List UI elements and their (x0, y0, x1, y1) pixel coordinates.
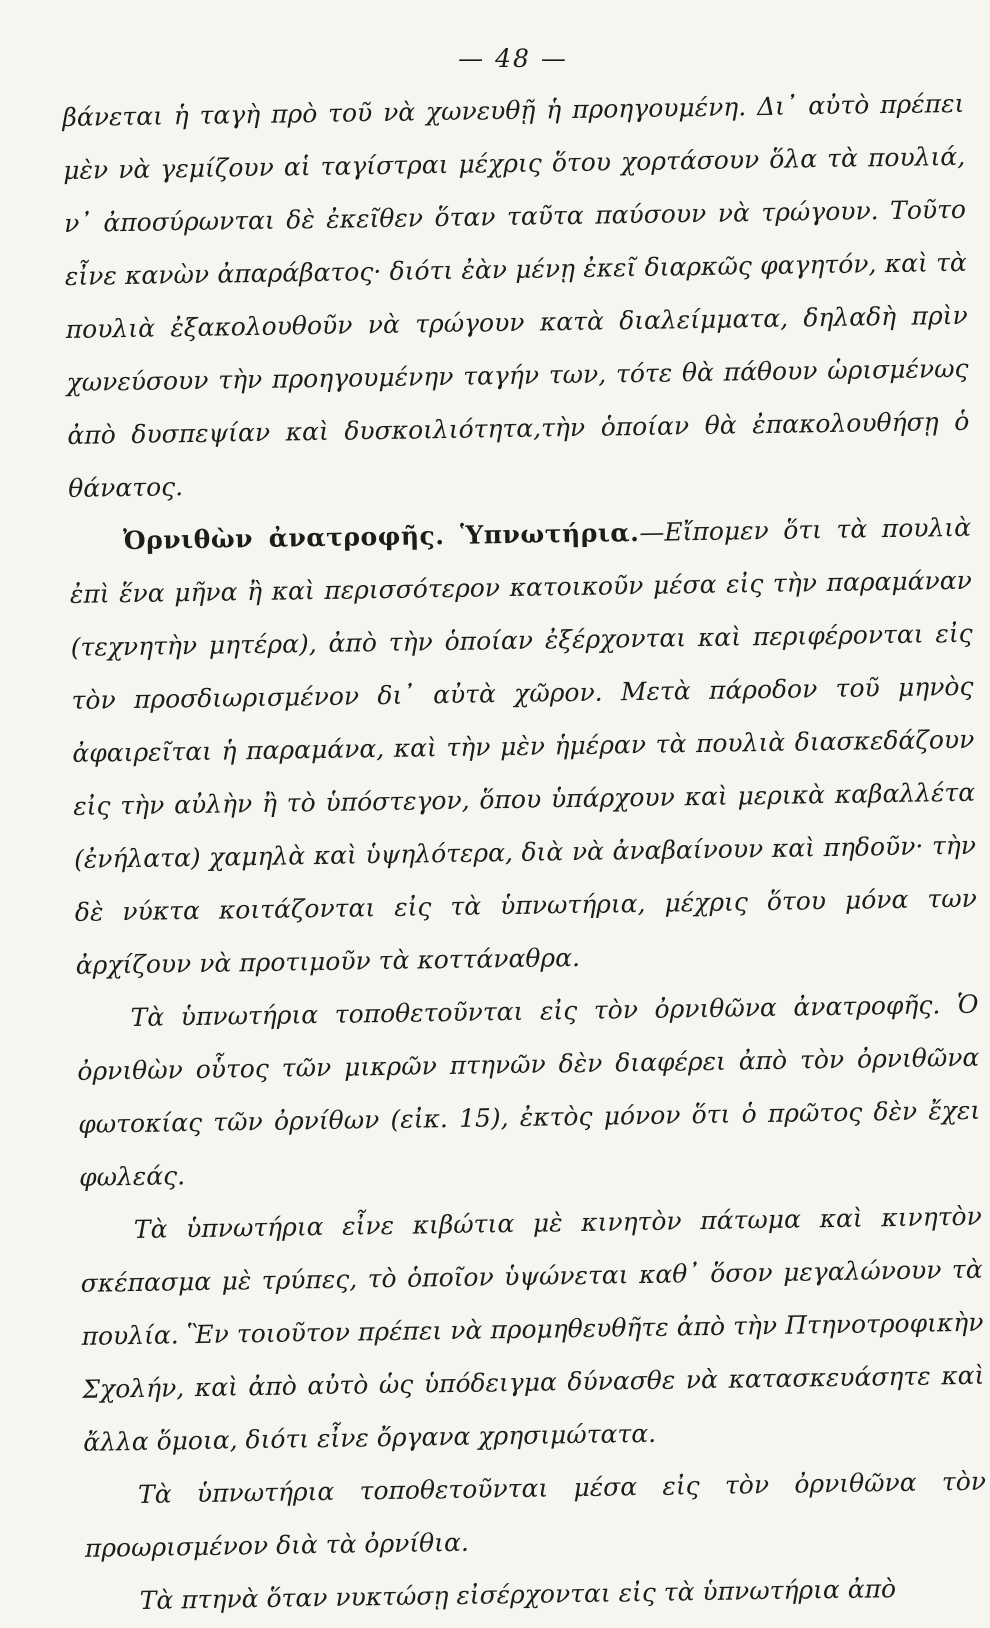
paragraph-rearing-house (69, 501, 978, 992)
paragraph-boxes: Τὰ ὑπνωτήρια εἶνε κιβώτια μὲ κινητὸν πάτωμα καὶ κινητὸν σκέπασμα μὲ τρύπες, τὸ ὁποῖον ὑψώνεται καθ᾿ ὅσον μεγαλώνουν τὰ πουλία. Ἓν τοιοῦτον πρέπει νὰ προμηθευθῆτε ἀπὸ τὴν Πτηνοτροφικὴν Σχολήν, καὶ ἀπὸ αὐτὸ ὡς ὑπόδειγμα δύνασθε νὰ κατασκευάσητε καὶ ἄλλα ὅμοια, διότι εἶνε ὄργανα χρησιμώτατα. (80, 1201, 985, 1457)
page-number: — 48 — (458, 44, 568, 73)
body-text (62, 77, 988, 1628)
paragraph-location: Τὰ ὑπνωτήρια τοποθετοῦνται μέσα εἰς τὸν ὀρνιθῶνα τὸν προωρισμένον διὰ τὰ ὀρνίθια. (84, 1466, 987, 1563)
paragraph-feeding: βάνεται ἡ ταγὴ πρὸ τοῦ νὰ χωνευθῇ ἡ προηγουμένη. Δι᾿ αὐτὸ πρέπει μὲν νὰ γεμίζουν αἱ ταγίστραι μέχρις ὅτου χορτάσουν ὅλα τὰ πουλιά, ν᾿ ἀποσύρωνται δὲ ἐκεῖθεν ὅταν ταῦτα παύσουν νὰ τρώγουν. Τοῦτο εἶνε κανὼν ἀπαράβατος· διότι ἐὰν μένῃ ἐκεῖ διαρκῶς φαγητόν, καὶ τὰ πουλιὰ ἐξακολουθοῦν νὰ τρώγουν κατὰ διαλείμματα, δηλαδὴ πρὶν χωνεύσουν τὴν προηγουμένην ταγήν των, τότε θὰ πάθουν ὡρισμένως ἀπὸ δυσπεψίαν καὶ δυσκοιλιότητα,τὴν ὁποίαν θὰ ἐπακολουθήσῃ ὁ θάνατος. (62, 88, 970, 503)
paragraph-placement: Τὰ ὑπνωτήρια τοποθετοῦνται εἰς τὸν ὀρνιθῶνα ἀνατροφῆς. Ὁ ὀρνιθὼν οὗτος τῶν μικρῶν πτηνῶν δὲν διαφέρει ἀπὸ τὸν ὀρνιθῶνα φωτοκίας τῶν ὀρνίθων (εἰκ. 15), ἐκτὸς μόνον ὅτι ὁ πρῶτος δὲν ἔχει φωλεάς. (77, 989, 981, 1192)
paragraph-night: Τὰ πτηνὰ ὅταν νυκτώσῃ εἰσέρχονται εἰς τὰ ὑπνωτήρια ἀπὸ (139, 1574, 897, 1615)
section-heading: Ὀρνιθὼν ἀνατροφῆς. Ὑπνωτήρια. (122, 517, 640, 556)
paragraph-rearing-house-text: —Εἴπομεν ὅτι τὰ πουλιὰ ἐπὶ ἕνα μῆνα ἢ καὶ περισσότερον κατοικοῦν μέσα εἰς τὴν παραμάναν (τεχνητὴν μητέρα), ἀπὸ τὴν ὁποίαν ἐξέρχονται καὶ περιφέρονται εἰς τὸν προσδιωρισμένον δι᾿ αὐτὰ χῶρον. Μετὰ πάροδον τοῦ μηνὸς ἀφαιρεῖται ἡ παραμάνα, καὶ τὴν μὲν ἡμέραν τὰ πουλιὰ διασκεδάζουν εἰς τὴν αὐλὴν ἢ τὸ ὑπόστεγον, ὅπου ὑπάρχουν καὶ μερικὰ καβαλλέτα (ἐνήλατα) χαμηλὰ καὶ ὑψηλότερα, διὰ νὰ ἀναβαίνουν καὶ πηδοῦν· τὴν δὲ νύκτα κοιτάζονται εἰς τὰ ὑπνωτήρια, μέχρις ὅτου μόνα των ἀρχίζουν νὰ προτιμοῦν τὰ κοττάναθρα. (69, 512, 978, 980)
